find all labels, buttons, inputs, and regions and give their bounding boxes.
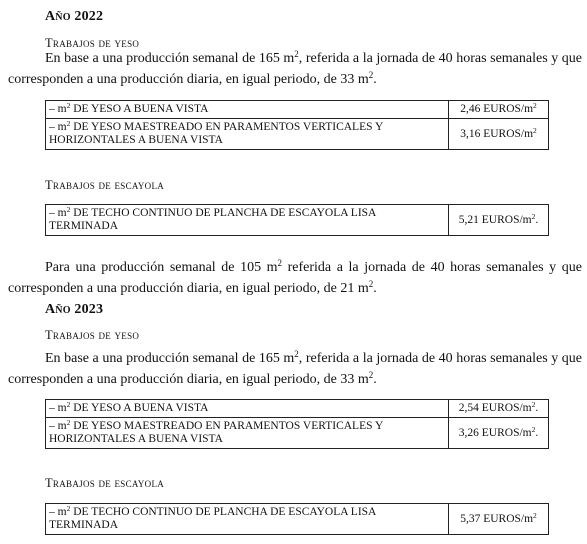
item-price: 5,37 EUROS/$m^2$ xyxy=(449,504,549,535)
price-table-escayola-2023 xyxy=(45,503,549,535)
section-heading-escayola-2022: Trabajos de escayola xyxy=(45,178,165,192)
paragraph-yeso-2022: En base a una producción semanal de 165 $m^2$, referida a la jornada de 40 horas semanales y que corresponden a una producción diaria, en igual periodo, de 33 $m^2$. xyxy=(8,49,582,87)
item-price: 5,21 EUROS/$m^2$. xyxy=(449,205,549,236)
price-table-yeso-2023 xyxy=(45,399,549,449)
paragraph-yeso-2023: En base a una producción semanal de 165 $m^2$, referida a la jornada de 40 horas semanales y que corresponden a una producción diaria, en igual periodo, de 33 $m^2$. xyxy=(8,349,582,387)
section-heading-escayola-2023: Trabajos de escayola xyxy=(45,476,165,490)
item-description: – $m^2$ DE TECHO CONTINUO DE PLANCHA DE ESCAYOLA LISA TERMINADA xyxy=(46,205,449,236)
year-heading-2023: Año 2023 xyxy=(45,302,104,317)
price-table-escayola-2022 xyxy=(45,204,549,236)
table-row xyxy=(46,418,549,449)
item-description: – $m^2$ DE YESO MAESTREADO EN PARAMENTOS VERTICALES Y HORIZONTALES A BUENA VISTA xyxy=(46,418,449,449)
item-price: 3,26 EUROS/$m^2$. xyxy=(449,418,549,449)
item-price: 2,54 EUROS/$m^2$. xyxy=(449,400,549,418)
item-price: 3,16 EUROS/$m^2$ xyxy=(449,119,549,150)
table-row xyxy=(46,400,549,418)
paragraph-escayola-2022: Para una producción semanal de 105 $m^2$ referida a la jornada de 40 horas semanales y que corresponden a una producción diaria, en igual periodo, de 21 $m^2$. xyxy=(8,258,582,296)
table-row xyxy=(46,119,549,150)
item-description: – $m^2$ DE YESO MAESTREADO EN PARAMENTOS VERTICALES Y HORIZONTALES A BUENA VISTA xyxy=(46,119,449,150)
table-row xyxy=(46,205,549,236)
table-row xyxy=(46,504,549,535)
price-table-yeso-2022 xyxy=(45,100,549,150)
table-row xyxy=(46,101,549,119)
item-description: – $m^2$ DE YESO A BUENA VISTA xyxy=(46,400,449,418)
section-heading-yeso-2023: Trabajos de yeso xyxy=(45,328,140,342)
item-description: – $m^2$ DE YESO A BUENA VISTA xyxy=(46,101,449,119)
item-description: – $m^2$ DE TECHO CONTINUO DE PLANCHA DE ESCAYOLA LISA TERMINADA xyxy=(46,504,449,535)
item-price: 2,46 EUROS/$m^2$ xyxy=(449,101,549,119)
year-heading-2022: Año 2022 xyxy=(45,9,104,24)
section-heading-yeso-2022: Trabajos de yeso xyxy=(45,36,140,50)
